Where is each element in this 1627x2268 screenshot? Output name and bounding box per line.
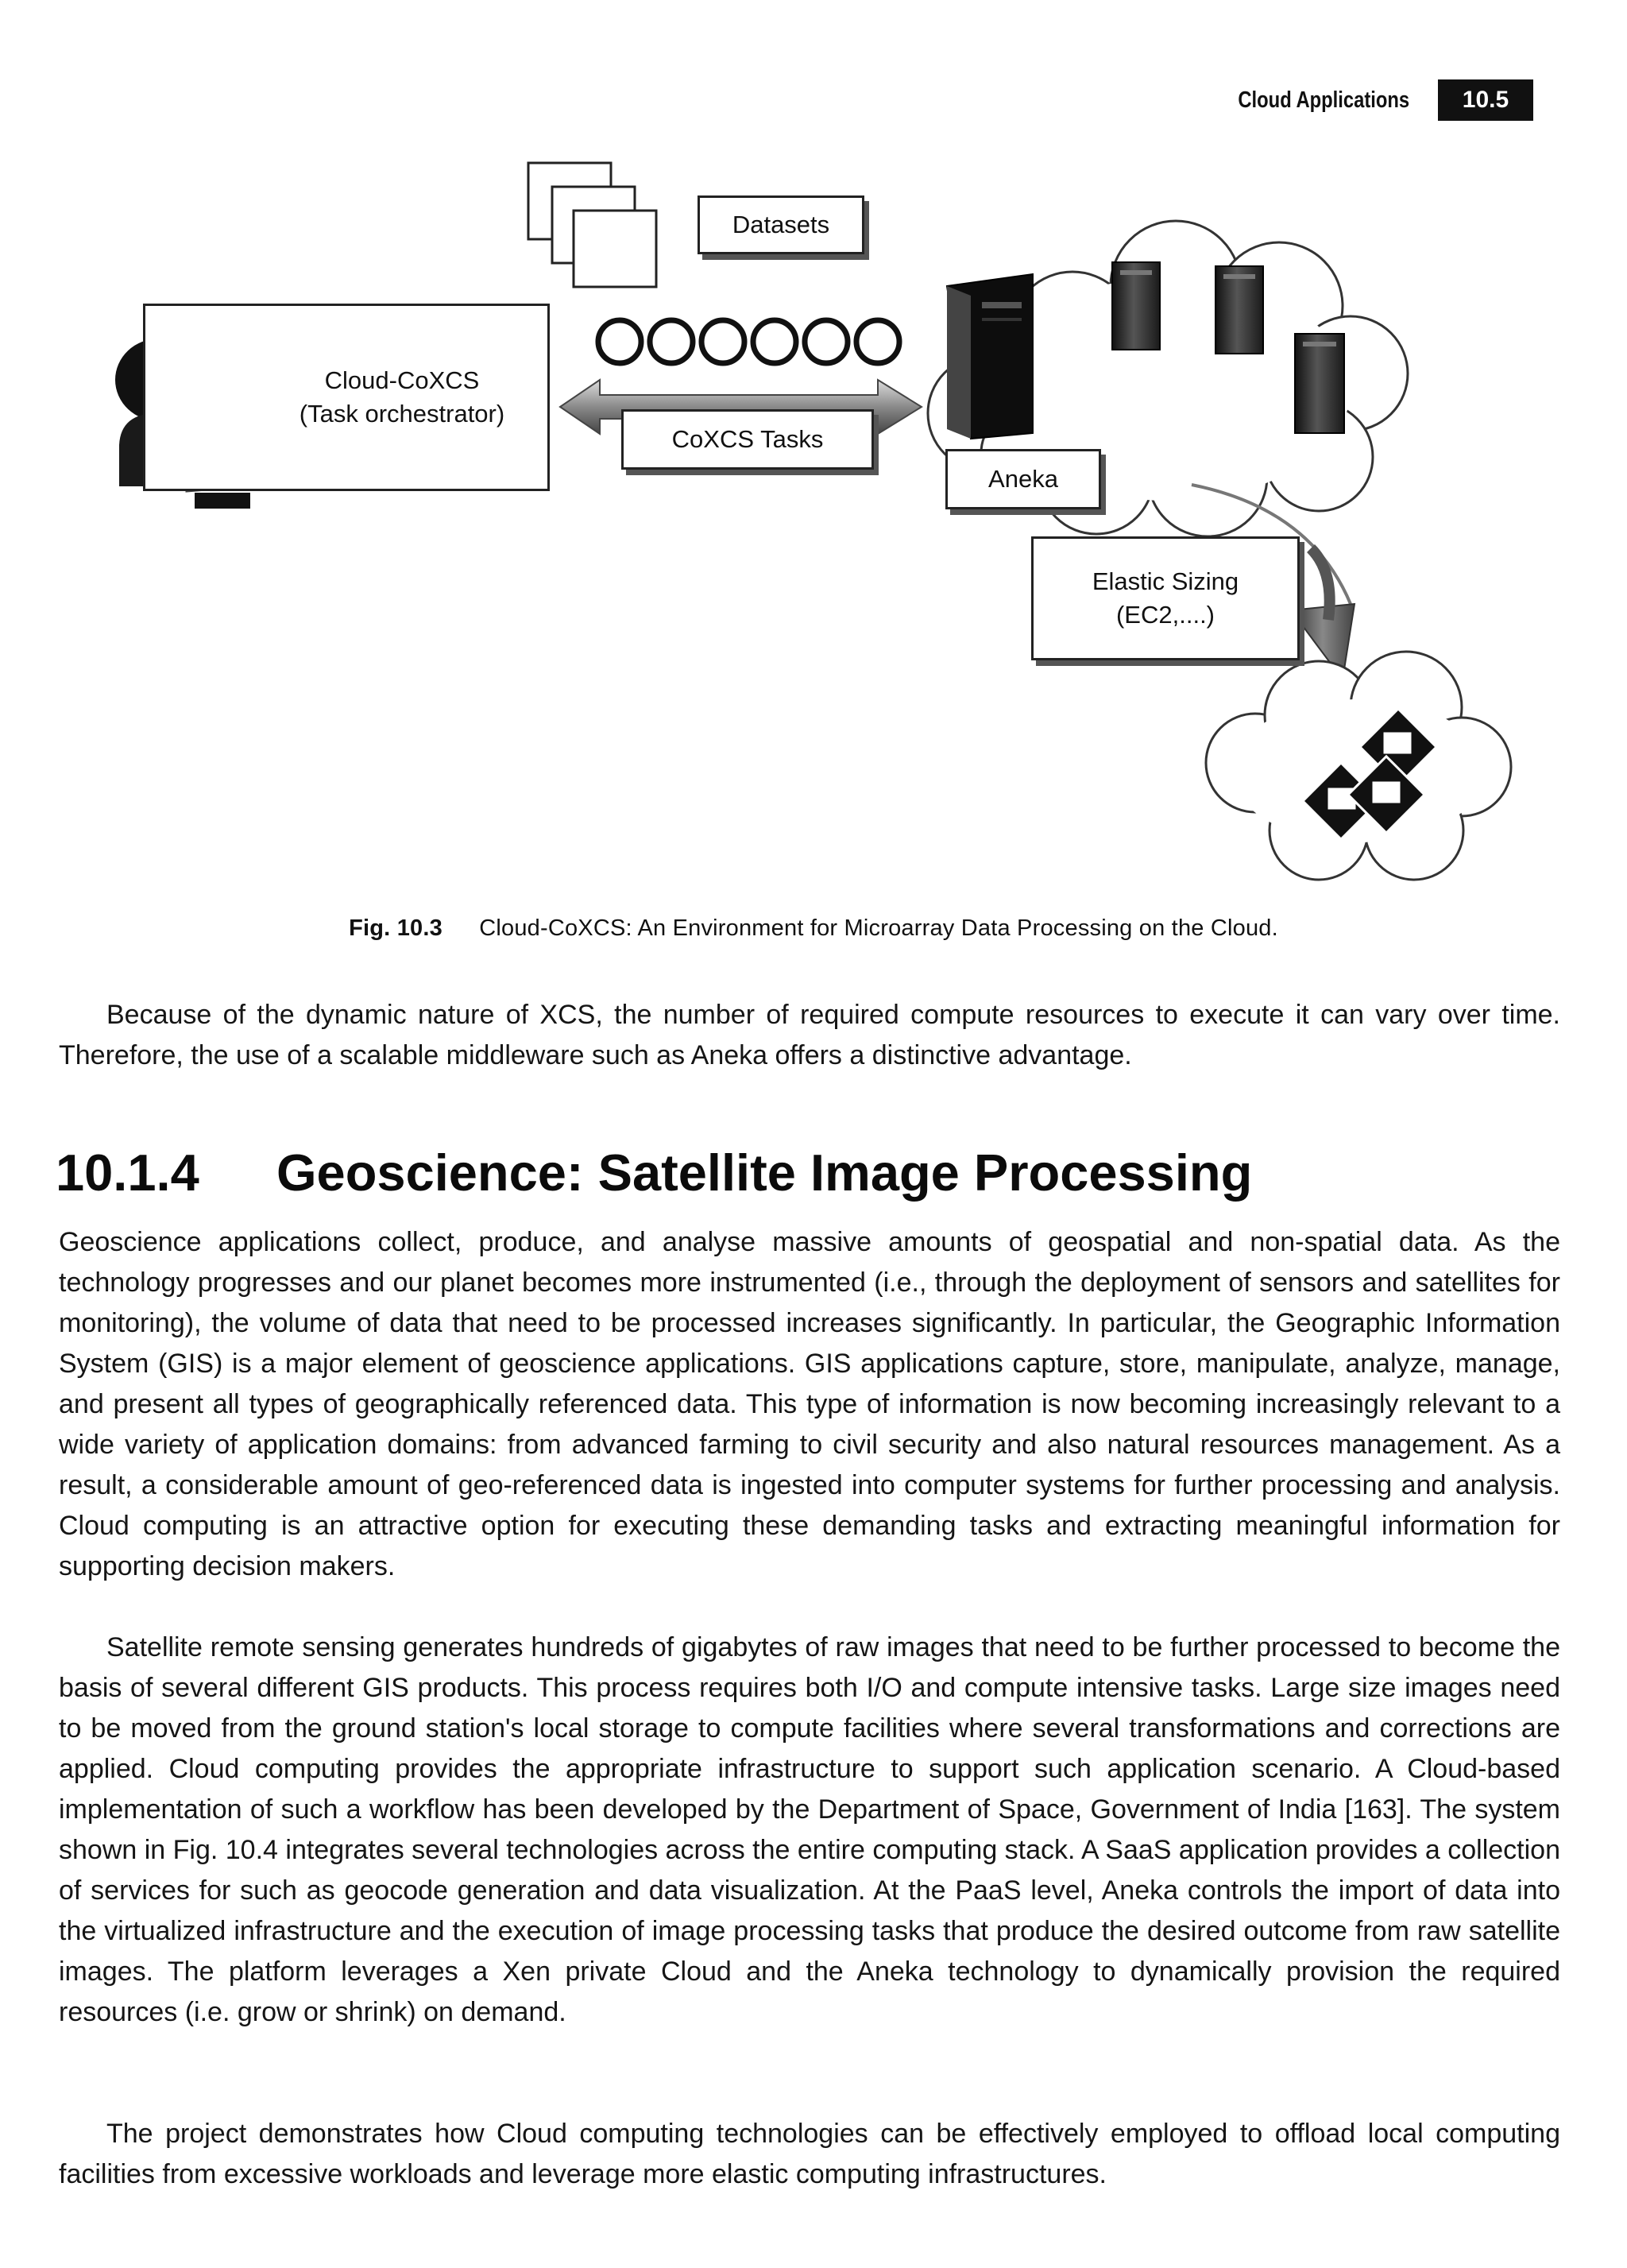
body-paragraph-satellite: Satellite remote sensing generates hundreds of gigabytes of raw images that need to be further processed to become the basis of several different GIS products. This process requires both I/O and compute intensive tasks. Large size images need to be moved from the ground station's local storage to compute facilities where several transformations and corrections are applied. Cloud computing provides the appropriate infrastructure to support such application scenario. A Cloud-based implementation of such a workflow has been developed by the Department of Space, Government of India [163]. The system shown in Fig. 10.4 integrates several technologies across the entire computing stack. A SaaS application provides a collection of services for such as geocode generation and data visualization. At the PaaS level, Aneka controls the import of data into the virtualized infrastructure and the execution of image processing tasks that produce the desired outcome from raw satellite images. The platform leverages a Xen private Cloud and the Aneka technology to dynamically provision the required resources (i.e. grow or shrink) on demand.	[59, 1632, 1560, 2027]
datasets-document-stack-icon	[528, 163, 656, 287]
figure-caption	[0, 915, 1627, 942]
section-heading	[56, 1143, 1252, 1202]
intro-paragraph: Because of the dynamic nature of XCS, the number of required compute resources to execute it can vary over time. Therefore, the use of a scalable middleware such as Aneka offers a distinctive advantage.	[59, 1000, 1560, 1070]
elastic-sizing-line1: Elastic Sizing	[1092, 567, 1239, 596]
elastic-sizing-line2: (EC2,....)	[1115, 601, 1215, 629]
orchestrator-label-line1: Cloud-CoXCS	[324, 366, 480, 395]
cloud-coxcs-orchestrator-box	[143, 304, 550, 491]
figure-caption-text: Cloud-CoXCS: An Environment for Microarray Data Processing on the Cloud.	[479, 915, 1278, 941]
section-number: 10.1.4	[56, 1144, 199, 1202]
coxcs-task-circles	[598, 320, 899, 363]
elastic-cloud-icon	[1206, 652, 1511, 880]
elastic-sizing-label	[1031, 536, 1300, 660]
section-title: Geoscience: Satellite Image Processing	[276, 1144, 1253, 1202]
figure-cloud-coxcs	[0, 0, 1627, 954]
coxcs-tasks-label: CoXCS Tasks	[621, 409, 874, 470]
aneka-label: Aneka	[945, 449, 1101, 509]
body-paragraph-project: The project demonstrates how Cloud computing technologies can be effectively employed to offload local computing facilities from excessive workloads and leverage more elastic computing infrastructures.	[59, 2119, 1560, 2189]
page-number: 10.5	[1438, 79, 1533, 121]
datasets-label: Datasets	[698, 195, 864, 254]
orchestrator-label-line2: (Task orchestrator)	[299, 400, 505, 428]
body-paragraph-geoscience: Geoscience applications collect, produce, and analyse massive amounts of geospatial and non-spatial data. As the technology progresses and our planet becomes more instrumented (i.e., through the deployment of sensors and satellites for monitoring), the volume of data that need to be processed increases significantly. In particular, the Geographic Information System (GIS) is a major element of geoscience applications. GIS applications capture, store, manipulate, analyze, manage, and present all types of geographically referenced data. This type of information is now becoming increasingly relevant to a wide variety of application domains: from advanced farming to civil security and also natural resources management. As a result, a considerable amount of geo-referenced data is ingested into computer systems for further processing and analysis. Cloud computing is an attractive option for executing these demanding tasks and extracting meaningful information for supporting decision makers.	[59, 1227, 1560, 1581]
figure-caption-label: Fig. 10.3	[349, 915, 442, 941]
aneka-server-icon	[947, 274, 1033, 439]
running-title: Cloud Applications	[1238, 87, 1409, 113]
